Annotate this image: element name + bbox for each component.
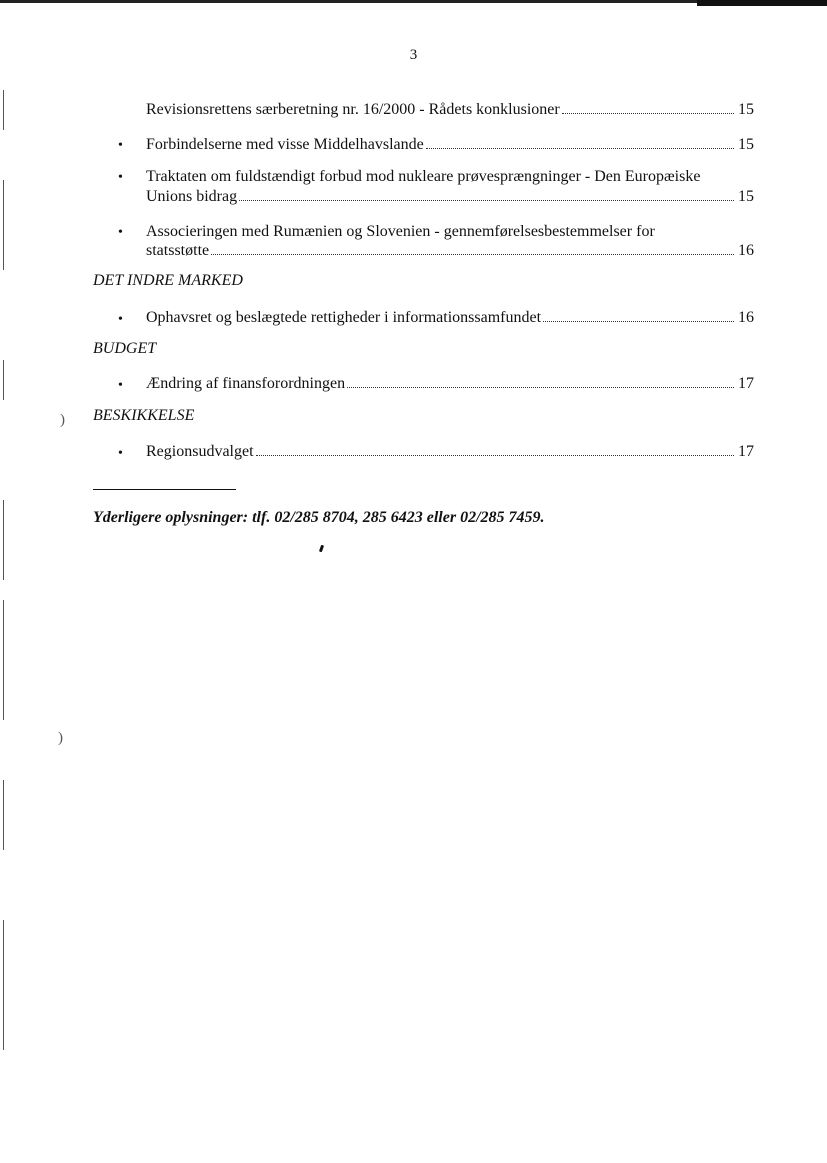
dot-leader (426, 148, 734, 149)
bullet-icon: • (118, 446, 123, 461)
scan-artifact: ) (60, 412, 65, 428)
bullet-icon: • (118, 225, 123, 240)
dot-leader (256, 455, 734, 456)
footnote-contact-info: Yderligere oplysninger: tlf. 02/285 8704, 285 6423 eller 02/285 7459. (93, 509, 545, 526)
scan-artifact: ) (58, 730, 63, 746)
toc-entry-row (146, 100, 754, 119)
toc-entry-page: 17 (738, 375, 754, 392)
footnote-divider (93, 489, 236, 490)
dot-leader (347, 387, 734, 388)
toc-entry-title: Revisionsrettens særberetning nr. 16/2000 - Rådets konklusioner (146, 101, 560, 118)
dot-leader (562, 113, 734, 114)
scan-margin-mark (3, 920, 4, 1050)
toc-entry-row (146, 308, 754, 327)
scan-margin-mark (3, 90, 4, 130)
toc-entry-page: 15 (738, 136, 754, 153)
toc-entry-page: 15 (738, 101, 754, 118)
toc-entry-row (146, 135, 754, 154)
dot-leader (239, 200, 734, 201)
toc-entry-row (146, 187, 754, 206)
toc-entry-title: Ophavsret og beslægtede rettigheder i informationssamfundet (146, 309, 542, 326)
section-heading: BUDGET (93, 340, 157, 357)
top-scan-border-thick (697, 0, 827, 6)
scan-margin-mark (3, 180, 4, 270)
page-number: 3 (409, 47, 418, 63)
bullet-icon: • (118, 170, 123, 185)
bullet-icon: • (118, 312, 123, 327)
toc-entry-title: Forbindelserne med visse Middelhavslande (146, 136, 424, 153)
toc-entry-title-cont: Unions bidrag (146, 188, 238, 205)
section-heading: DET INDRE MARKED (93, 272, 243, 289)
toc-entry-title: Associeringen med Rumænien og Slovenien - gennemførelsesbestemmelser for (146, 223, 655, 240)
scan-margin-mark (3, 600, 4, 720)
toc-entry-title-cont: statsstøtte (146, 242, 210, 259)
dot-leader (211, 254, 734, 255)
bullet-icon: • (118, 378, 123, 393)
toc-entry-page: 16 (738, 309, 754, 326)
bullet-icon: • (118, 138, 123, 153)
toc-entry-row (146, 241, 754, 260)
toc-entry-page: 17 (738, 443, 754, 460)
scan-margin-mark (3, 500, 4, 580)
toc-entry-row (146, 442, 754, 461)
scan-margin-mark (3, 780, 4, 850)
ink-speck (319, 545, 324, 553)
toc-entry-page: 15 (738, 188, 754, 205)
section-heading: BESKIKKELSE (93, 407, 195, 424)
toc-entry-row (146, 374, 754, 393)
toc-entry-title: Traktaten om fuldstændigt forbud mod nukleare prøvesprængninger - Den Europæiske (146, 168, 701, 185)
toc-entry-title: Regionsudvalget (146, 443, 254, 460)
dot-leader (543, 321, 734, 322)
scan-margin-mark (3, 360, 4, 400)
toc-entry-title: Ændring af finansforordningen (146, 375, 346, 392)
toc-entry-page: 16 (738, 242, 754, 259)
